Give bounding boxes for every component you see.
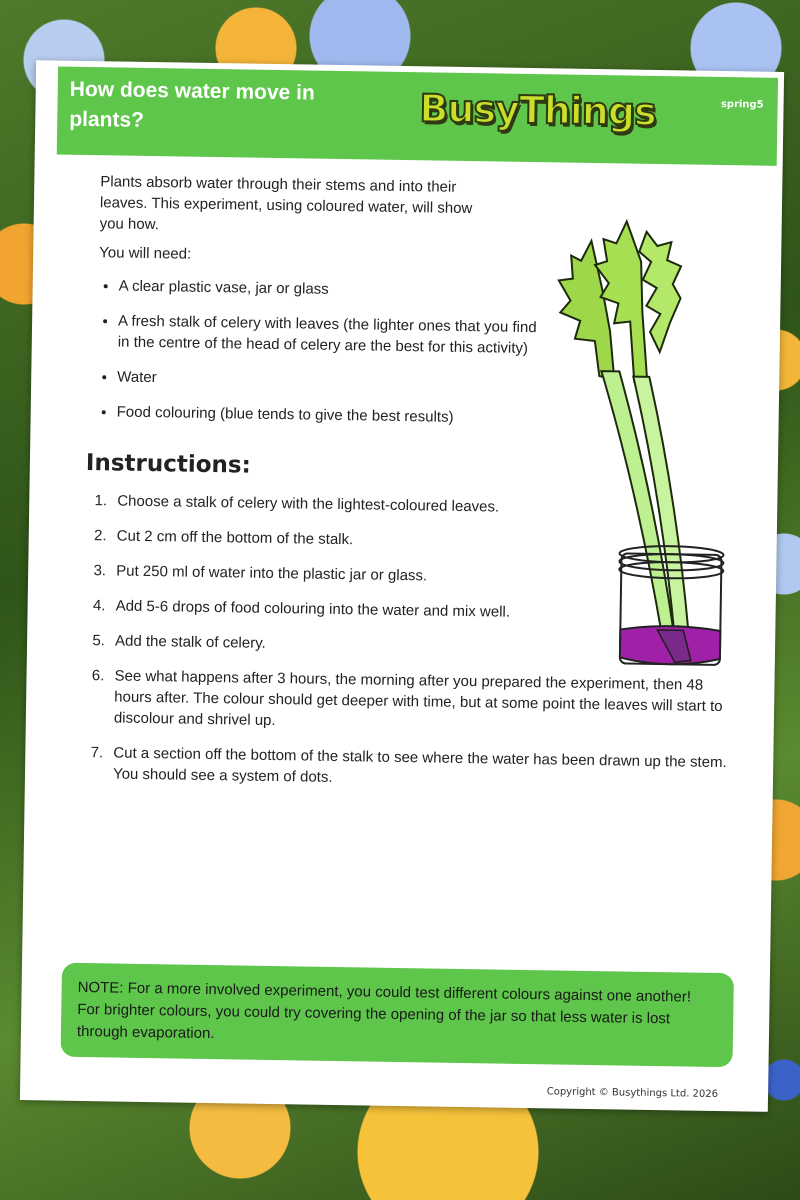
note-box: NOTE: For a more involved experiment, you could test different colours against one another! For brighter colours, you could try covering the opening of the jar so that less water is lost through evaporation. [61,963,734,1068]
step-item: 5. Add the stalk of celery. [109,630,743,661]
page-title: How does water move in plants? [69,77,315,132]
intro-text: Plants absorb water through their stems and into their leaves. This experiment, using coloured water, will show you how. [99,173,473,234]
need-label: You will need: [99,244,192,263]
step-item: 3. Put 250 ml of water into the plastic jar or glass. [110,560,744,591]
worksheet [20,60,784,1112]
worksheet-code: spring5 [720,98,764,111]
step-item: 6. See what happens after 3 hours, the morning after you prepared the experiment, then 48 hours after. The colour should get deeper with time, but at some point the leaves will start to discolour and shrivel up. [108,665,743,738]
materials-list [87,275,549,429]
step-item: 1. Choose a stalk of celery with the lightest-coloured leaves. [111,490,557,518]
header-banner [57,67,778,166]
copyright: Copyright © Busythings Ltd. 2026 [546,1086,719,1101]
list-item: • A clear plastic vase, jar or glass [119,276,549,304]
brand-logo: BusyThings [419,86,657,134]
list-item: • Food colouring (blue tends to give the best results) [117,401,547,429]
step-item: 4. Add 5-6 drops of food colouring into the water and mix well. [109,595,743,626]
list-item: • Water [117,367,547,395]
list-item: • A fresh stalk of celery with leaves (the lighter ones that you find in the centre of the head of celery are the best for this activity) [118,311,549,360]
step-item: 7. Cut a section off the bottom of the stalk to see where the water has been drawn up the stem. You should see a system of dots. [107,742,742,794]
instructions-heading: Instructions: [85,450,251,479]
step-item: 2. Cut 2 cm off the bottom of the stalk. [111,525,745,556]
celery-jar-illustration [525,200,732,673]
